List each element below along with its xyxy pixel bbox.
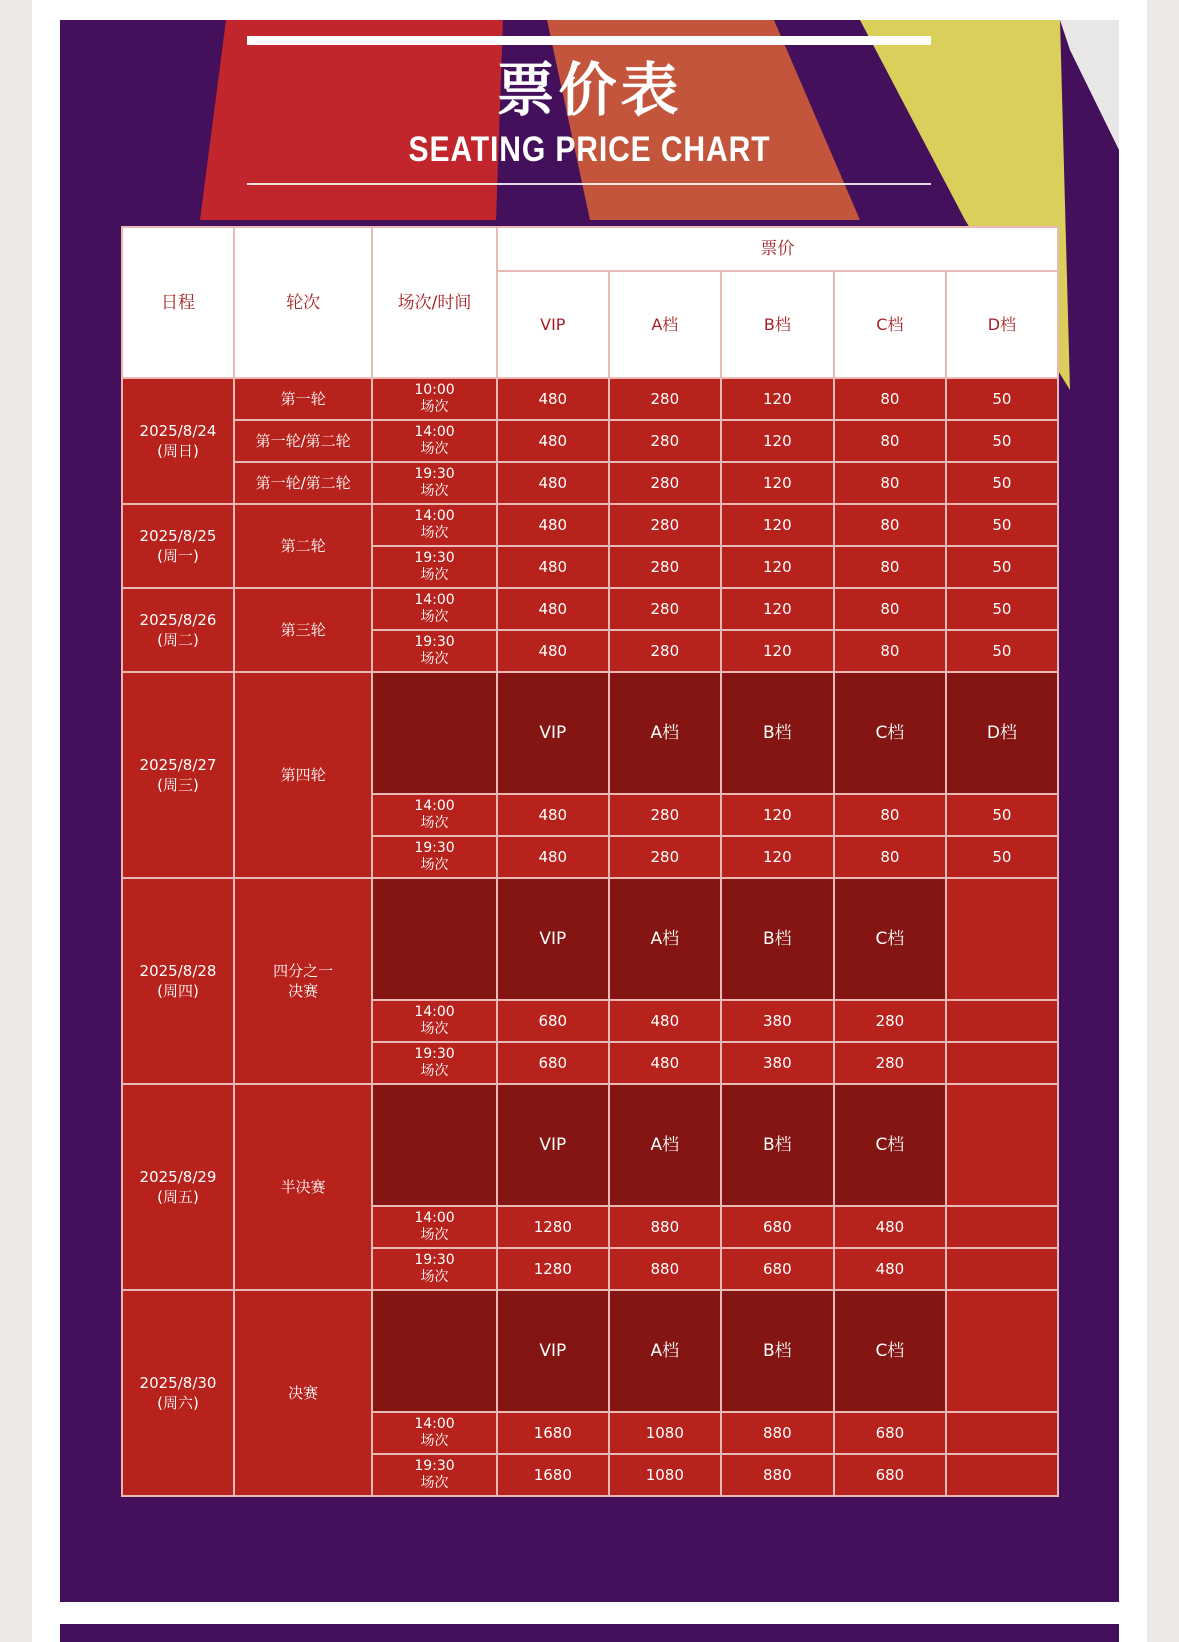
price-cell: 80 bbox=[834, 794, 946, 836]
header-session: 场次/时间 bbox=[372, 227, 497, 378]
price-cell: 50 bbox=[946, 504, 1058, 546]
tier-header-cell: VIP bbox=[497, 1084, 609, 1206]
price-cell: 120 bbox=[721, 378, 834, 420]
price-cell: 80 bbox=[834, 836, 946, 878]
table-row bbox=[122, 462, 1058, 504]
price-cell: 680 bbox=[497, 1042, 609, 1084]
price-cell: 280 bbox=[609, 546, 721, 588]
session-cell: 19:30 场次 bbox=[372, 546, 497, 588]
empty-cell bbox=[946, 1084, 1058, 1206]
session-cell: 19:30 场次 bbox=[372, 1248, 497, 1290]
header-tier-vip: VIP bbox=[497, 271, 609, 378]
round-cell: 第一轮/第二轮 bbox=[234, 462, 372, 504]
price-cell: 50 bbox=[946, 378, 1058, 420]
price-cell bbox=[946, 1042, 1058, 1084]
session-cell: 14:00 场次 bbox=[372, 588, 497, 630]
round-cell: 第三轮 bbox=[234, 588, 372, 672]
price-cell: 1680 bbox=[497, 1454, 609, 1496]
left-gutter bbox=[0, 0, 32, 1642]
tier-header-cell: VIP bbox=[497, 878, 609, 1000]
price-cell bbox=[946, 1248, 1058, 1290]
price-cell: 680 bbox=[497, 1000, 609, 1042]
title-chinese: 票价表 bbox=[496, 56, 683, 124]
header-tier-b: B档 bbox=[721, 271, 834, 378]
tier-header-blank bbox=[372, 1084, 497, 1206]
price-cell: 880 bbox=[609, 1248, 721, 1290]
price-cell: 120 bbox=[721, 588, 834, 630]
price-cell: 480 bbox=[497, 546, 609, 588]
empty-cell bbox=[946, 878, 1058, 1000]
price-table bbox=[121, 226, 1059, 1497]
price-cell: 280 bbox=[834, 1000, 946, 1042]
table-row bbox=[122, 588, 1058, 630]
price-cell: 480 bbox=[497, 588, 609, 630]
title-bottom-rule bbox=[247, 183, 931, 185]
tier-header-cell: C档 bbox=[834, 878, 946, 1000]
price-cell bbox=[946, 1000, 1058, 1042]
table-row bbox=[122, 420, 1058, 462]
right-gutter bbox=[1147, 0, 1179, 1642]
price-cell: 120 bbox=[721, 504, 834, 546]
tier-header-cell: C档 bbox=[834, 1290, 946, 1412]
session-cell: 19:30 场次 bbox=[372, 1042, 497, 1084]
session-cell: 19:30 场次 bbox=[372, 462, 497, 504]
tier-header-row bbox=[122, 1084, 1058, 1206]
price-cell: 680 bbox=[721, 1206, 834, 1248]
tier-header-blank bbox=[372, 878, 497, 1000]
price-cell: 50 bbox=[946, 588, 1058, 630]
price-cell: 880 bbox=[721, 1412, 834, 1454]
tier-header-cell: VIP bbox=[497, 672, 609, 794]
round-cell: 决赛 bbox=[234, 1290, 372, 1496]
price-cell: 380 bbox=[721, 1042, 834, 1084]
date-cell: 2025/8/26 (周二) bbox=[122, 588, 234, 672]
price-cell: 480 bbox=[497, 630, 609, 672]
header-tier-a: A档 bbox=[609, 271, 721, 378]
price-cell: 1080 bbox=[609, 1454, 721, 1496]
price-cell: 120 bbox=[721, 420, 834, 462]
price-cell: 880 bbox=[609, 1206, 721, 1248]
round-cell: 四分之一 决赛 bbox=[234, 878, 372, 1084]
title-top-rule bbox=[247, 36, 931, 45]
price-cell: 480 bbox=[497, 836, 609, 878]
session-cell: 14:00 场次 bbox=[372, 1000, 497, 1042]
tier-header-cell: B档 bbox=[721, 672, 834, 794]
tier-header-cell: A档 bbox=[609, 878, 721, 1000]
price-cell: 480 bbox=[834, 1206, 946, 1248]
tier-header-cell: A档 bbox=[609, 672, 721, 794]
round-cell: 第一轮 bbox=[234, 378, 372, 420]
session-cell: 19:30 场次 bbox=[372, 836, 497, 878]
tier-header-row bbox=[122, 1290, 1058, 1412]
tier-header-cell: A档 bbox=[609, 1290, 721, 1412]
price-cell: 120 bbox=[721, 546, 834, 588]
price-cell: 280 bbox=[609, 630, 721, 672]
price-cell: 80 bbox=[834, 462, 946, 504]
header-tier-d: D档 bbox=[946, 271, 1058, 378]
price-cell: 50 bbox=[946, 462, 1058, 504]
price-cell: 280 bbox=[609, 504, 721, 546]
price-cell: 1280 bbox=[497, 1248, 609, 1290]
header-price: 票价 bbox=[497, 227, 1058, 271]
price-cell: 50 bbox=[946, 420, 1058, 462]
price-cell: 280 bbox=[834, 1042, 946, 1084]
session-cell: 14:00 场次 bbox=[372, 1206, 497, 1248]
tier-header-cell: B档 bbox=[721, 878, 834, 1000]
price-cell: 480 bbox=[834, 1248, 946, 1290]
date-cell: 2025/8/28 (周四) bbox=[122, 878, 234, 1084]
price-cell: 120 bbox=[721, 836, 834, 878]
price-cell bbox=[946, 1206, 1058, 1248]
date-cell: 2025/8/29 (周五) bbox=[122, 1084, 234, 1290]
price-cell: 1680 bbox=[497, 1412, 609, 1454]
session-cell: 14:00 场次 bbox=[372, 794, 497, 836]
price-cell: 280 bbox=[609, 836, 721, 878]
header-tier-c: C档 bbox=[834, 271, 946, 378]
session-cell: 14:00 场次 bbox=[372, 1412, 497, 1454]
date-cell: 2025/8/25 (周一) bbox=[122, 504, 234, 588]
price-cell bbox=[946, 1454, 1058, 1496]
price-cell: 80 bbox=[834, 420, 946, 462]
price-cell: 50 bbox=[946, 836, 1058, 878]
tier-header-row bbox=[122, 878, 1058, 1000]
price-cell: 280 bbox=[609, 794, 721, 836]
price-cell: 480 bbox=[497, 420, 609, 462]
price-cell: 480 bbox=[497, 462, 609, 504]
price-cell: 80 bbox=[834, 378, 946, 420]
price-cell: 680 bbox=[834, 1412, 946, 1454]
empty-cell bbox=[946, 1290, 1058, 1412]
header-row bbox=[122, 227, 1058, 271]
price-cell: 120 bbox=[721, 630, 834, 672]
tier-header-cell: D档 bbox=[946, 672, 1058, 794]
price-cell: 280 bbox=[609, 588, 721, 630]
date-cell: 2025/8/24 (周日) bbox=[122, 378, 234, 504]
price-cell: 480 bbox=[609, 1042, 721, 1084]
tier-header-cell: A档 bbox=[609, 1084, 721, 1206]
price-cell: 1280 bbox=[497, 1206, 609, 1248]
tier-header-cell: C档 bbox=[834, 1084, 946, 1206]
price-cell: 480 bbox=[609, 1000, 721, 1042]
price-cell: 50 bbox=[946, 546, 1058, 588]
price-cell: 80 bbox=[834, 546, 946, 588]
round-cell: 第一轮/第二轮 bbox=[234, 420, 372, 462]
session-cell: 14:00 场次 bbox=[372, 420, 497, 462]
header-round: 轮次 bbox=[234, 227, 372, 378]
price-cell: 50 bbox=[946, 794, 1058, 836]
tier-header-row bbox=[122, 672, 1058, 794]
price-cell: 1080 bbox=[609, 1412, 721, 1454]
price-cell: 280 bbox=[609, 420, 721, 462]
date-cell: 2025/8/27 (周三) bbox=[122, 672, 234, 878]
next-section-edge bbox=[60, 1624, 1119, 1642]
tier-header-cell: VIP bbox=[497, 1290, 609, 1412]
price-cell bbox=[946, 1412, 1058, 1454]
price-cell: 480 bbox=[497, 504, 609, 546]
session-cell: 19:30 场次 bbox=[372, 1454, 497, 1496]
price-cell: 880 bbox=[721, 1454, 834, 1496]
tier-header-blank bbox=[372, 1290, 497, 1412]
date-cell: 2025/8/30 (周六) bbox=[122, 1290, 234, 1496]
price-cell: 480 bbox=[497, 794, 609, 836]
tier-header-cell: C档 bbox=[834, 672, 946, 794]
price-cell: 80 bbox=[834, 630, 946, 672]
price-cell: 680 bbox=[834, 1454, 946, 1496]
round-cell: 半决赛 bbox=[234, 1084, 372, 1290]
table-row bbox=[122, 504, 1058, 546]
table-row bbox=[122, 378, 1058, 420]
price-cell: 80 bbox=[834, 504, 946, 546]
price-cell: 380 bbox=[721, 1000, 834, 1042]
price-cell: 80 bbox=[834, 588, 946, 630]
tier-header-blank bbox=[372, 672, 497, 794]
price-poster bbox=[60, 20, 1119, 1602]
round-cell: 第二轮 bbox=[234, 504, 372, 588]
session-cell: 19:30 场次 bbox=[372, 630, 497, 672]
price-cell: 680 bbox=[721, 1248, 834, 1290]
price-cell: 480 bbox=[497, 378, 609, 420]
price-cell: 280 bbox=[609, 462, 721, 504]
price-cell: 50 bbox=[946, 630, 1058, 672]
title-english: SEATING PRICE CHART bbox=[408, 130, 771, 169]
price-cell: 280 bbox=[609, 378, 721, 420]
session-cell: 10:00 场次 bbox=[372, 378, 497, 420]
session-cell: 14:00 场次 bbox=[372, 504, 497, 546]
header-date: 日程 bbox=[122, 227, 234, 378]
tier-header-cell: B档 bbox=[721, 1290, 834, 1412]
round-cell: 第四轮 bbox=[234, 672, 372, 878]
price-cell: 120 bbox=[721, 462, 834, 504]
price-cell: 120 bbox=[721, 794, 834, 836]
tier-header-cell: B档 bbox=[721, 1084, 834, 1206]
